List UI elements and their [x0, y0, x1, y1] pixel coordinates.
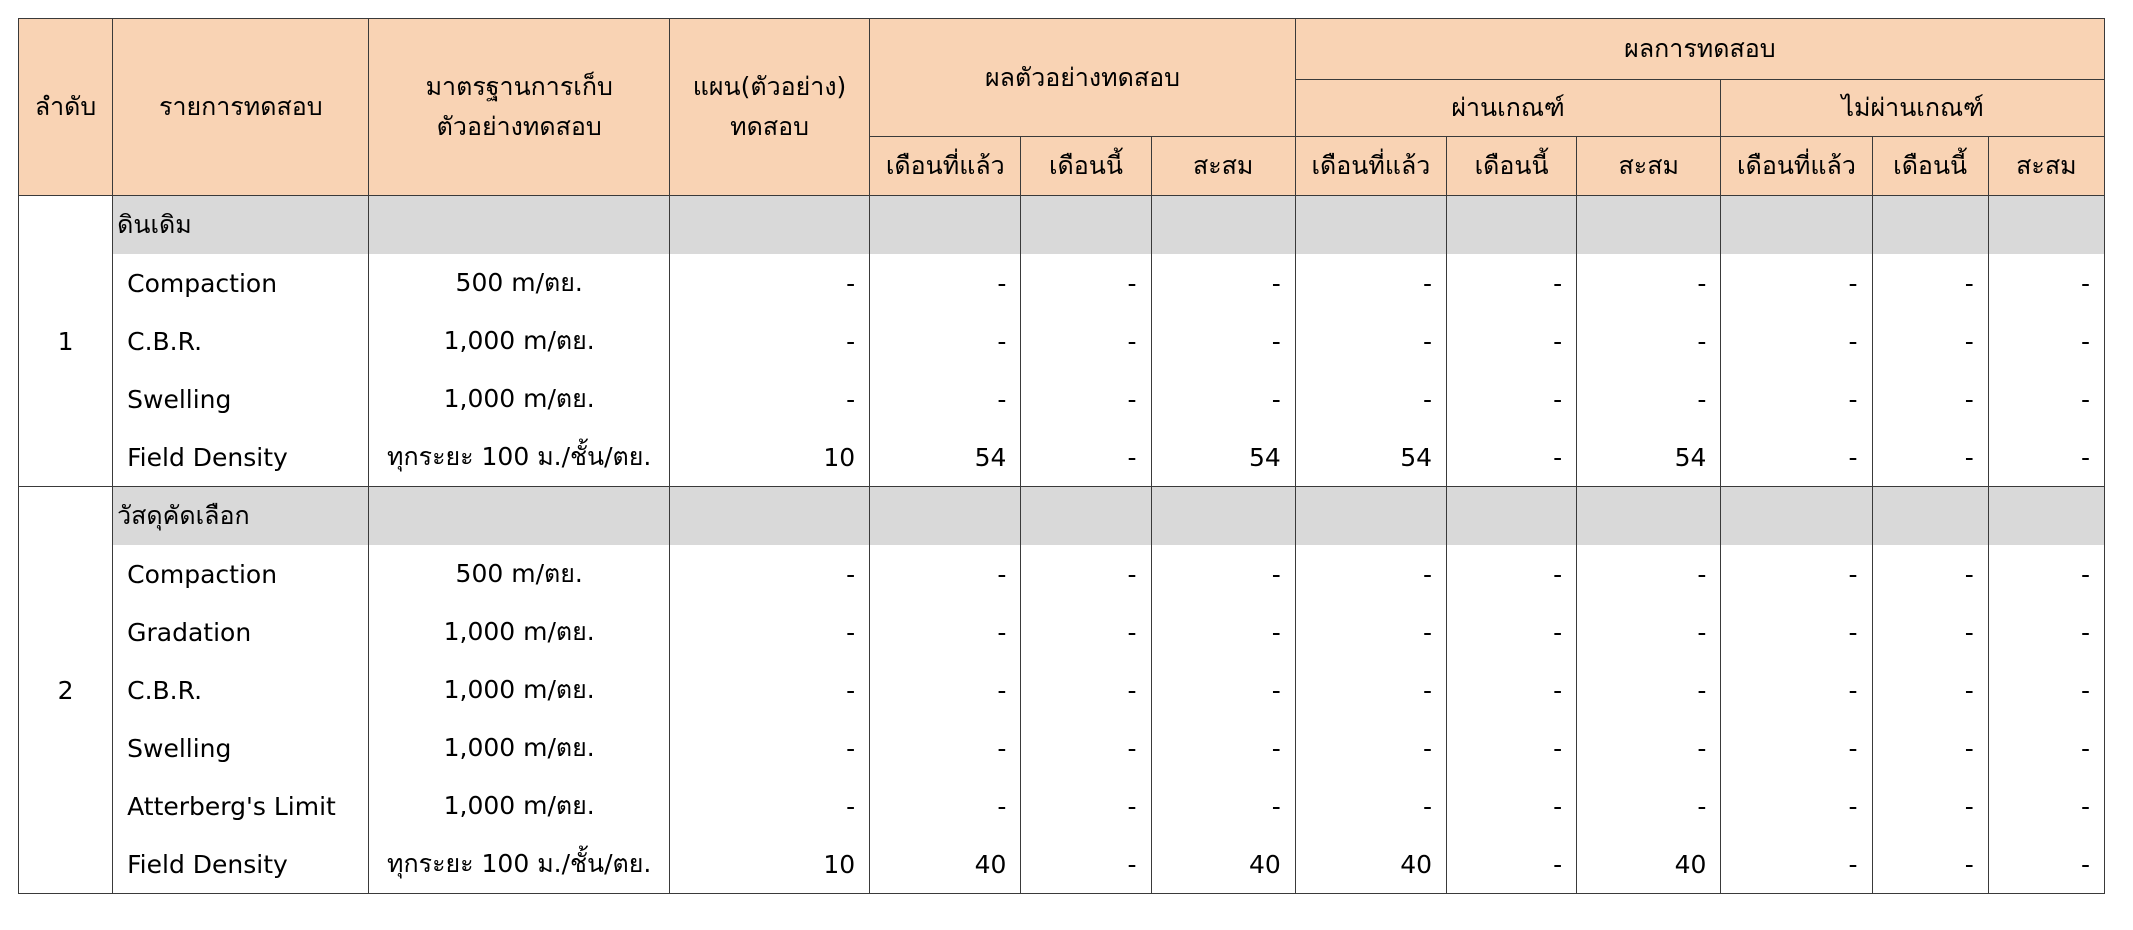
sampling-standard: 1,000 m/ตย. [369, 777, 669, 835]
test-results-table [18, 18, 2105, 894]
value-cell: - [1151, 370, 1295, 428]
value-cell: - [1721, 719, 1872, 777]
value-cell: - [1021, 603, 1151, 661]
section-row [19, 487, 2105, 546]
section-empty-cell [1447, 196, 1577, 255]
group-seq: 2 [19, 487, 113, 894]
value-cell: - [1988, 545, 2104, 603]
value-cell: - [1577, 719, 1721, 777]
value-cell: - [1447, 661, 1577, 719]
value-cell: - [1988, 661, 2104, 719]
value-cell: - [1021, 370, 1151, 428]
value-cell: - [1447, 428, 1577, 487]
value-cell: 54 [870, 428, 1021, 487]
header-fail-cumulative: สะสม [1988, 137, 2104, 196]
value-cell: - [669, 254, 869, 312]
value-cell: - [1721, 603, 1872, 661]
value-cell: - [1988, 777, 2104, 835]
table-row [19, 777, 2105, 835]
value-cell: 40 [1577, 835, 1721, 894]
test-item: Compaction [113, 545, 369, 603]
value-cell: - [1295, 603, 1446, 661]
header-pass: ผ่านเกณฑ์ [1295, 80, 1721, 137]
table-row [19, 719, 2105, 777]
sampling-standard: 500 m/ตย. [369, 254, 669, 312]
section-empty-cell [1721, 196, 1872, 255]
header-standard [369, 19, 669, 196]
value-cell: - [1721, 428, 1872, 487]
value-cell: - [669, 545, 869, 603]
section-empty-cell [1721, 487, 1872, 546]
header-plan-line2: ทดสอบ [730, 112, 809, 141]
section-empty-cell [1021, 487, 1151, 546]
value-cell: - [1151, 254, 1295, 312]
value-cell: - [1447, 603, 1577, 661]
value-cell: - [870, 777, 1021, 835]
section-empty-cell [1577, 487, 1721, 546]
value-cell: - [669, 312, 869, 370]
value-cell: - [1151, 661, 1295, 719]
value-cell: - [1151, 312, 1295, 370]
section-row [19, 196, 2105, 255]
header-pass-this-month: เดือนนี้ [1447, 137, 1577, 196]
value-cell: - [1295, 545, 1446, 603]
header-standard-line2: ตัวอย่างทดสอบ [436, 112, 602, 141]
value-cell: - [870, 370, 1021, 428]
table-row [19, 428, 2105, 487]
value-cell: - [1151, 545, 1295, 603]
test-item: Field Density [113, 835, 369, 894]
header-seq: ลำดับ [19, 19, 113, 196]
section-empty-cell [1988, 196, 2104, 255]
value-cell: 54 [1151, 428, 1295, 487]
sampling-standard: 1,000 m/ตย. [369, 661, 669, 719]
section-empty-cell [1988, 487, 2104, 546]
table-row [19, 835, 2105, 894]
section-empty-cell [1151, 196, 1295, 255]
value-cell: - [1872, 254, 1988, 312]
table-row [19, 370, 2105, 428]
value-cell: - [1988, 254, 2104, 312]
header-standard-line1: มาตรฐานการเก็บ [425, 72, 613, 101]
value-cell: - [1721, 835, 1872, 894]
value-cell: - [1721, 777, 1872, 835]
value-cell: - [1295, 777, 1446, 835]
header-fail: ไม่ผ่านเกณฑ์ [1721, 80, 2105, 137]
value-cell: 54 [1577, 428, 1721, 487]
sampling-standard: ทุกระยะ 100 ม./ชั้น/ตย. [369, 835, 669, 894]
value-cell: - [1577, 661, 1721, 719]
table-row [19, 312, 2105, 370]
value-cell: - [1447, 312, 1577, 370]
value-cell: 40 [1295, 835, 1446, 894]
value-cell: - [1447, 835, 1577, 894]
value-cell: - [1021, 835, 1151, 894]
value-cell: - [1021, 428, 1151, 487]
test-item: C.B.R. [113, 661, 369, 719]
section-empty-cell [369, 487, 669, 546]
section-title: วัสดุคัดเลือก [113, 487, 369, 546]
value-cell: - [1021, 777, 1151, 835]
value-cell: - [1577, 254, 1721, 312]
value-cell: - [1872, 719, 1988, 777]
header-sample-results: ผลตัวอย่างทดสอบ [870, 19, 1296, 137]
section-empty-cell [1577, 196, 1721, 255]
value-cell: - [1988, 312, 2104, 370]
sampling-standard: ทุกระยะ 100 ม./ชั้น/ตย. [369, 428, 669, 487]
table-row [19, 545, 2105, 603]
value-cell: - [870, 312, 1021, 370]
value-cell: - [1295, 312, 1446, 370]
value-cell: - [870, 254, 1021, 312]
test-item: C.B.R. [113, 312, 369, 370]
value-cell: - [669, 661, 869, 719]
value-cell: - [1721, 312, 1872, 370]
value-cell: - [1021, 545, 1151, 603]
header-fail-last-month: เดือนที่แล้ว [1721, 137, 1872, 196]
header-sample-last-month: เดือนที่แล้ว [870, 137, 1021, 196]
sampling-standard: 1,000 m/ตย. [369, 370, 669, 428]
header-fail-this-month: เดือนนี้ [1872, 137, 1988, 196]
value-cell: - [669, 370, 869, 428]
section-empty-cell [1295, 487, 1446, 546]
test-item: Compaction [113, 254, 369, 312]
value-cell: - [1295, 661, 1446, 719]
value-cell: - [1872, 835, 1988, 894]
table-row [19, 661, 2105, 719]
sampling-standard: 1,000 m/ตย. [369, 603, 669, 661]
section-empty-cell [669, 487, 869, 546]
value-cell: - [669, 603, 869, 661]
value-cell: - [1577, 545, 1721, 603]
value-cell: - [669, 777, 869, 835]
section-empty-cell [1021, 196, 1151, 255]
value-cell: - [1721, 370, 1872, 428]
value-cell: 40 [1151, 835, 1295, 894]
value-cell: - [1988, 835, 2104, 894]
value-cell: - [1021, 254, 1151, 312]
value-cell: - [1447, 719, 1577, 777]
table-row [19, 254, 2105, 312]
header-sample-this-month: เดือนนี้ [1021, 137, 1151, 196]
section-empty-cell [1872, 196, 1988, 255]
value-cell: - [870, 603, 1021, 661]
value-cell: - [1021, 661, 1151, 719]
value-cell: - [870, 661, 1021, 719]
sampling-standard: 1,000 m/ตย. [369, 719, 669, 777]
section-empty-cell [1447, 487, 1577, 546]
value-cell: - [1577, 603, 1721, 661]
group-seq: 1 [19, 196, 113, 487]
value-cell: - [1872, 661, 1988, 719]
header-item: รายการทดสอบ [113, 19, 369, 196]
value-cell: - [1151, 777, 1295, 835]
section-empty-cell [870, 196, 1021, 255]
value-cell: - [1988, 603, 2104, 661]
header-plan-line1: แผน(ตัวอย่าง) [692, 72, 847, 101]
test-item: Swelling [113, 719, 369, 777]
section-empty-cell [369, 196, 669, 255]
value-cell: - [1151, 719, 1295, 777]
test-item: Swelling [113, 370, 369, 428]
sampling-standard: 500 m/ตย. [369, 545, 669, 603]
header-pass-last-month: เดือนที่แล้ว [1295, 137, 1446, 196]
header-sample-cumulative: สะสม [1151, 137, 1295, 196]
header-pass-cumulative: สะสม [1577, 137, 1721, 196]
value-cell: - [1577, 777, 1721, 835]
section-empty-cell [870, 487, 1021, 546]
value-cell: - [1872, 545, 1988, 603]
value-cell: - [1447, 545, 1577, 603]
value-cell: - [1447, 254, 1577, 312]
value-cell: - [1872, 370, 1988, 428]
value-cell: - [1295, 254, 1446, 312]
value-cell: - [1577, 370, 1721, 428]
value-cell: - [1447, 370, 1577, 428]
value-cell: - [1577, 312, 1721, 370]
table-body [19, 196, 2105, 894]
value-cell: - [1447, 777, 1577, 835]
value-cell: - [1295, 370, 1446, 428]
value-cell: - [870, 545, 1021, 603]
value-cell: - [1872, 428, 1988, 487]
value-cell: - [870, 719, 1021, 777]
table-row [19, 603, 2105, 661]
table-header [19, 19, 2105, 196]
section-empty-cell [1295, 196, 1446, 255]
value-cell: - [1295, 719, 1446, 777]
section-empty-cell [1872, 487, 1988, 546]
value-cell: 54 [1295, 428, 1446, 487]
section-empty-cell [1151, 487, 1295, 546]
value-cell: - [1988, 370, 2104, 428]
value-cell: - [1021, 719, 1151, 777]
value-cell: 10 [669, 835, 869, 894]
value-cell: - [669, 719, 869, 777]
value-cell: 10 [669, 428, 869, 487]
sampling-standard: 1,000 m/ตย. [369, 312, 669, 370]
test-results-sheet [18, 18, 2105, 894]
value-cell: - [1721, 545, 1872, 603]
value-cell: 40 [870, 835, 1021, 894]
value-cell: - [1721, 254, 1872, 312]
test-item: Field Density [113, 428, 369, 487]
test-item: Gradation [113, 603, 369, 661]
value-cell: - [1872, 777, 1988, 835]
header-plan [669, 19, 869, 196]
value-cell: - [1021, 312, 1151, 370]
value-cell: - [1872, 603, 1988, 661]
section-title: ดินเดิม [113, 196, 369, 255]
header-test-results: ผลการทดสอบ [1295, 19, 2104, 80]
section-empty-cell [669, 196, 869, 255]
value-cell: - [1988, 428, 2104, 487]
test-item: Atterberg's Limit [113, 777, 369, 835]
value-cell: - [1872, 312, 1988, 370]
value-cell: - [1721, 661, 1872, 719]
value-cell: - [1988, 719, 2104, 777]
value-cell: - [1151, 603, 1295, 661]
